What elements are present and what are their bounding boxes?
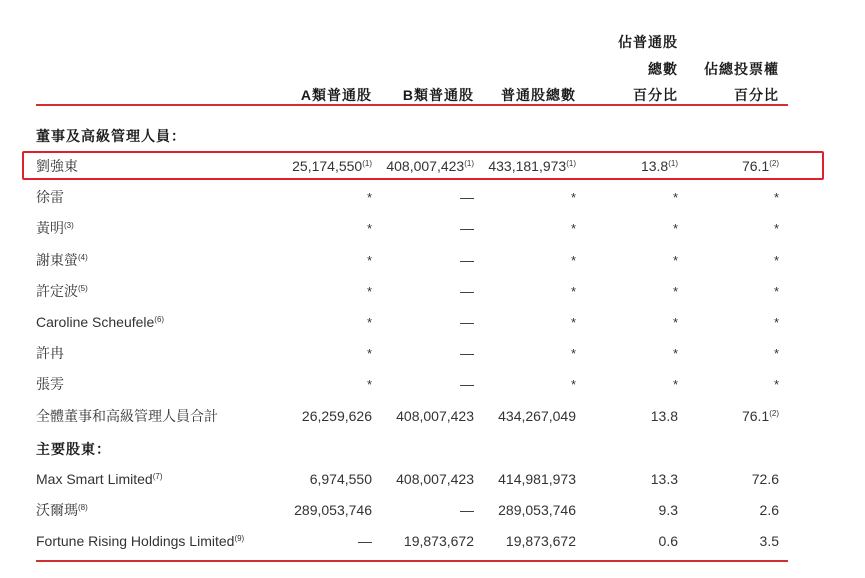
cell-a xyxy=(367,245,372,276)
header-col4-line3: 百分比 xyxy=(633,87,678,103)
cell-b xyxy=(404,526,474,556)
table-row xyxy=(0,182,865,212)
cell-pct-text: 13.3 xyxy=(650,471,678,487)
cell-a xyxy=(294,495,372,525)
table-row xyxy=(0,401,865,431)
cell-name xyxy=(36,213,74,243)
cell-pct-text: * xyxy=(672,252,678,268)
cell-name-text: Fortune Rising Holdings Limited xyxy=(36,533,235,550)
footnote-ref: (2) xyxy=(769,159,779,168)
cell-b xyxy=(460,307,474,337)
cell-vote xyxy=(774,369,779,400)
cell-name xyxy=(36,151,78,181)
cell-total-text: * xyxy=(570,315,576,330)
cell-pct xyxy=(673,307,678,338)
header-rule xyxy=(36,104,788,106)
table-row xyxy=(0,338,865,368)
cell-total-text: * xyxy=(570,252,576,268)
cell-b-text: — xyxy=(460,502,474,519)
cell-total xyxy=(571,213,576,244)
section-directors: 董事及高級管理人員： xyxy=(36,128,186,144)
table-row xyxy=(0,307,865,337)
cell-pct xyxy=(641,151,678,181)
cell-total xyxy=(571,182,576,213)
cell-name xyxy=(36,276,88,306)
cell-total xyxy=(571,307,576,338)
cell-name-text: 張雱 xyxy=(36,376,64,393)
cell-vote xyxy=(774,245,779,276)
cell-total xyxy=(571,245,576,276)
cell-a-text: 6,974,550 xyxy=(309,471,372,487)
cell-a-text: * xyxy=(366,346,372,362)
cell-total-text: * xyxy=(570,190,576,206)
header-col5-line1: 佔總投票權 xyxy=(704,61,779,77)
footnote-ref: (9) xyxy=(234,534,245,544)
cell-a xyxy=(367,307,372,338)
cell-vote xyxy=(774,213,779,244)
cell-b xyxy=(460,338,474,368)
footnote-ref: (1) xyxy=(362,159,372,168)
cell-vote-text: * xyxy=(773,252,779,268)
cell-total xyxy=(488,151,576,181)
section-shareholders: 主要股東： xyxy=(36,441,111,457)
cell-pct xyxy=(673,245,678,276)
cell-total xyxy=(571,338,576,369)
cell-a xyxy=(292,151,372,181)
cell-name xyxy=(36,464,162,494)
cell-total-text: 289,053,746 xyxy=(498,502,576,519)
cell-b-text: — xyxy=(460,251,474,268)
footnote-ref: (5) xyxy=(78,283,88,293)
cell-b xyxy=(460,276,474,306)
footer-rule xyxy=(36,560,788,562)
cell-name-text: Max Smart Limited xyxy=(36,471,153,487)
header-col5-line2: 百分比 xyxy=(734,87,779,103)
cell-vote xyxy=(760,495,779,525)
cell-total-text: * xyxy=(570,221,576,237)
cell-a-text: * xyxy=(366,315,372,330)
cell-pct xyxy=(651,464,678,494)
cell-b-text: 19,873,672 xyxy=(403,533,474,550)
cell-b xyxy=(386,151,474,181)
table-row xyxy=(0,526,865,556)
cell-name-text: 劉強東 xyxy=(36,158,78,174)
cell-b xyxy=(460,182,474,212)
cell-pct-text: * xyxy=(672,315,678,330)
cell-total xyxy=(571,369,576,400)
cell-a-text: 289,053,746 xyxy=(294,502,372,519)
cell-pct xyxy=(659,526,678,556)
cell-total-text: * xyxy=(570,283,576,299)
cell-b xyxy=(460,495,474,525)
cell-b-text: 408,007,423 xyxy=(386,158,465,174)
table-row xyxy=(0,276,865,306)
table-row xyxy=(0,151,865,181)
cell-total-text: * xyxy=(570,377,576,393)
cell-vote xyxy=(774,182,779,213)
cell-a xyxy=(367,276,372,307)
cell-name xyxy=(36,369,64,399)
cell-total xyxy=(498,464,576,494)
cell-name xyxy=(36,526,244,556)
cell-pct-text: 13.8 xyxy=(640,158,669,174)
footnote-ref: (6) xyxy=(154,315,165,324)
table-row xyxy=(0,369,865,399)
cell-name-text: 謝東螢 xyxy=(36,251,78,268)
cell-pct xyxy=(673,276,678,307)
cell-vote-text: * xyxy=(773,377,779,393)
cell-name xyxy=(36,245,88,275)
cell-a-text: 26,259,626 xyxy=(301,407,372,424)
cell-b xyxy=(396,464,474,494)
cell-total-text: 433,181,973 xyxy=(488,158,567,174)
cell-a xyxy=(367,369,372,400)
cell-name xyxy=(36,495,88,525)
cell-name xyxy=(36,307,164,337)
cell-name-text: 沃爾瑪 xyxy=(36,502,78,519)
cell-a-text: 25,174,550 xyxy=(292,158,363,174)
cell-name xyxy=(36,338,64,368)
cell-b xyxy=(460,213,474,243)
table-row xyxy=(0,245,865,275)
cell-total-text: 414,981,973 xyxy=(498,471,576,487)
footnote-ref: (3) xyxy=(64,221,74,231)
cell-pct xyxy=(673,182,678,213)
cell-vote-text: * xyxy=(773,190,779,206)
table-row xyxy=(0,495,865,525)
cell-vote xyxy=(774,338,779,369)
header-col2: B類普通股 xyxy=(402,87,474,103)
cell-pct-text: * xyxy=(672,346,678,362)
cell-name-text: 許冉 xyxy=(36,345,64,362)
cell-vote xyxy=(742,151,779,181)
cell-a xyxy=(302,401,372,431)
cell-a-text: * xyxy=(366,252,372,268)
cell-b-text: — xyxy=(460,314,474,330)
cell-a xyxy=(358,526,372,556)
cell-a xyxy=(367,213,372,244)
cell-total xyxy=(498,495,576,525)
table-row xyxy=(0,464,865,494)
cell-pct xyxy=(659,495,678,525)
cell-b-text: — xyxy=(460,220,474,237)
footnote-ref: (1) xyxy=(464,159,474,168)
cell-name xyxy=(36,182,64,212)
cell-b xyxy=(460,369,474,399)
header-col4-line2: 總數 xyxy=(648,61,678,77)
cell-a-text: * xyxy=(366,221,372,237)
cell-pct-text: * xyxy=(672,190,678,206)
cell-a-text: * xyxy=(366,190,372,206)
footnote-ref: (8) xyxy=(78,503,88,513)
cell-b-text: — xyxy=(460,282,474,299)
cell-vote-text: 76.1 xyxy=(741,407,770,424)
cell-pct-text: * xyxy=(672,221,678,237)
cell-name-text: 許定波 xyxy=(36,282,78,299)
cell-b xyxy=(460,245,474,275)
cell-pct xyxy=(673,338,678,369)
footnote-ref: (4) xyxy=(78,252,88,262)
cell-vote-text: * xyxy=(773,346,779,362)
cell-total xyxy=(498,401,576,431)
cell-vote-text: 76.1 xyxy=(741,158,770,174)
cell-b-text: — xyxy=(460,376,474,393)
cell-vote xyxy=(760,526,779,556)
cell-pct-text: * xyxy=(672,377,678,393)
cell-b-text: 408,007,423 xyxy=(396,407,474,424)
cell-total xyxy=(571,276,576,307)
table-row xyxy=(0,213,865,243)
cell-pct xyxy=(673,213,678,244)
cell-a xyxy=(367,182,372,213)
cell-pct-text: 9.3 xyxy=(658,502,678,519)
cell-name xyxy=(36,401,218,431)
cell-total-text: * xyxy=(570,346,576,362)
cell-pct xyxy=(673,369,678,400)
cell-vote-text: * xyxy=(773,315,779,330)
cell-vote-text: 3.5 xyxy=(759,533,779,550)
cell-pct xyxy=(651,401,678,431)
cell-a-text: * xyxy=(366,283,372,299)
cell-b-text: — xyxy=(460,345,474,362)
cell-vote-text: * xyxy=(773,221,779,237)
cell-total xyxy=(506,526,576,556)
cell-name-text: Caroline Scheufele xyxy=(36,314,155,330)
cell-name-text: 徐雷 xyxy=(36,189,64,206)
cell-vote xyxy=(774,307,779,338)
cell-pct-text: * xyxy=(672,283,678,299)
footnote-ref: (2) xyxy=(769,408,779,418)
cell-vote-text: 72.6 xyxy=(751,471,779,487)
cell-a xyxy=(310,464,372,494)
footnote-ref: (1) xyxy=(668,159,678,168)
footnote-ref: (1) xyxy=(566,159,576,168)
cell-name-text: 全體董事和高級管理人員合計 xyxy=(36,407,218,424)
cell-b xyxy=(396,401,474,431)
cell-a-text: — xyxy=(358,533,372,550)
cell-vote xyxy=(774,276,779,307)
cell-vote-text: * xyxy=(773,283,779,299)
header-col3: 普通股總數 xyxy=(501,87,576,103)
cell-pct-text: 13.8 xyxy=(650,407,678,424)
cell-b-text: — xyxy=(460,189,474,206)
header-col4-line1: 佔普通股 xyxy=(618,34,678,50)
cell-pct-text: 0.6 xyxy=(658,533,678,550)
cell-a xyxy=(367,338,372,369)
cell-a-text: * xyxy=(366,377,372,393)
cell-name-text: 黃明 xyxy=(36,220,64,237)
cell-vote-text: 2.6 xyxy=(759,502,779,519)
cell-b-text: 408,007,423 xyxy=(396,471,474,487)
footnote-ref: (7) xyxy=(152,472,163,481)
header-col1: A類普通股 xyxy=(300,87,372,103)
cell-total-text: 434,267,049 xyxy=(498,407,576,424)
cell-vote xyxy=(752,464,779,494)
cell-total-text: 19,873,672 xyxy=(505,533,576,550)
cell-vote xyxy=(742,401,779,431)
